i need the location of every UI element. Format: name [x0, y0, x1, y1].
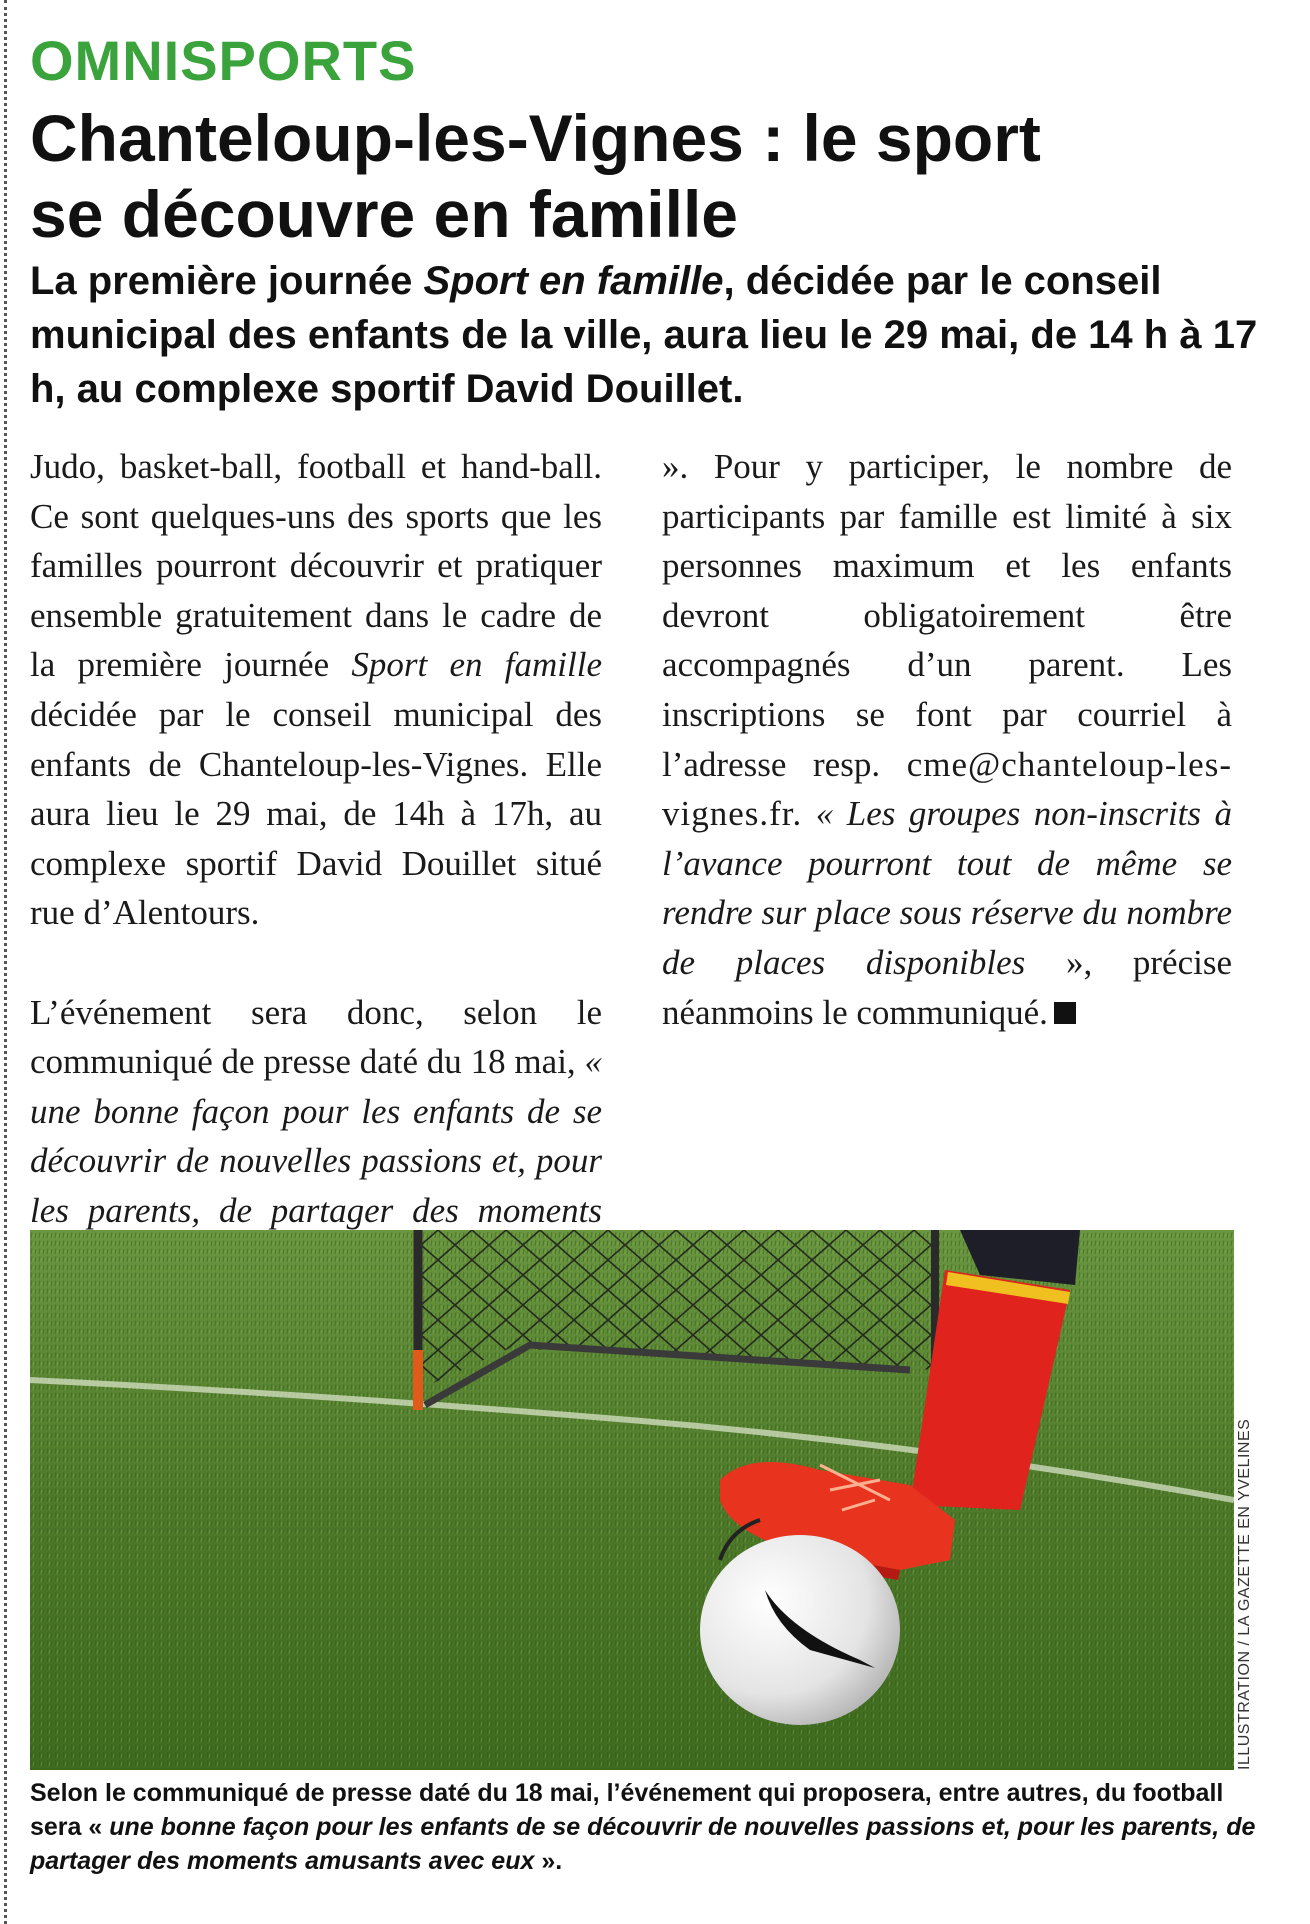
body-paragraph-1	[30, 442, 602, 938]
football-photo-illustration	[30, 1230, 1234, 1770]
standfirst-text: La première journée	[30, 259, 424, 303]
email-address: cme@chanteloup-les-vignes.fr.	[662, 744, 1232, 834]
photo-caption	[30, 1776, 1260, 1878]
body-text: ». Pour y participer, le nombre de participants par famille est limité à six personnes maximum et les enfants devront obligatoirement être accompagnés d’un parent. Les inscriptions se font par courriel à l’adresse resp.	[662, 447, 1232, 784]
standfirst-text-end: , décidée par le conseil municipal des enfants de la ville, aura lieu le 29 mai, de 14 h à 17 h, au complexe sportif David Douillet.	[30, 259, 1258, 411]
body-quote: « une bonne façon pour les enfants de se découvrir de nouvelles passions et, pour les parents, de partager des moments	[30, 1042, 602, 1230]
body-text: L’événement sera donc, selon le communiqué de presse daté du 18 mai,	[30, 992, 602, 1082]
standfirst-event-name: Sport en famille	[423, 259, 724, 303]
body-text: », précise néanmoins le communiqué.	[662, 942, 1232, 1032]
caption-quote: une bonne façon pour les enfants de se découvrir de nouvelles passions et, pour les parents, de partager des moments amusants avec eux	[30, 1813, 1256, 1875]
photo-credit: ILLUSTRATION / LA GAZETTE EN YVELINES	[1236, 1418, 1253, 1770]
body-column-2	[662, 442, 1232, 1037]
caption-text-end: ».	[534, 1847, 563, 1875]
body-paragraph-2-continued	[662, 442, 1232, 1037]
body-column-1	[30, 442, 602, 1285]
article-headline	[30, 100, 1250, 252]
end-of-article-mark	[1054, 1002, 1076, 1024]
body-text: Judo, basket-ball, football et hand-ball. Ce sont quelques-uns des sports que les familles pourront découvrir et pratiquer ensemble gratuitement dans le cadre de la première journée	[30, 447, 602, 685]
article-photo	[30, 1230, 1234, 1770]
caption-text: Selon le communiqué de presse daté du 18 mai, l’événement qui proposera, entre autres, du football sera «	[30, 1779, 1224, 1841]
body-quote: « Les groupes non-inscrits à l’avance pourront tout de même se rendre sur place sous réserve du nombre de places disponibles	[662, 794, 1232, 982]
body-text: décidée par le conseil municipal des enfants de Chanteloup-les-Vignes. Elle aura lieu le 29 mai, de 14h à 17h, au complexe sportif David Douillet situé rue d’Alentours.	[30, 694, 602, 933]
section-rubric: OMNISPORTS	[30, 29, 417, 92]
dotted-column-rule	[4, 0, 7, 1924]
headline-line-1: Chanteloup-les-Vignes : le sport	[30, 101, 1041, 175]
body-event-name: Sport en famille	[351, 645, 602, 685]
headline-line-2: se découvre en famille	[30, 177, 738, 251]
article-standfirst	[30, 254, 1265, 416]
